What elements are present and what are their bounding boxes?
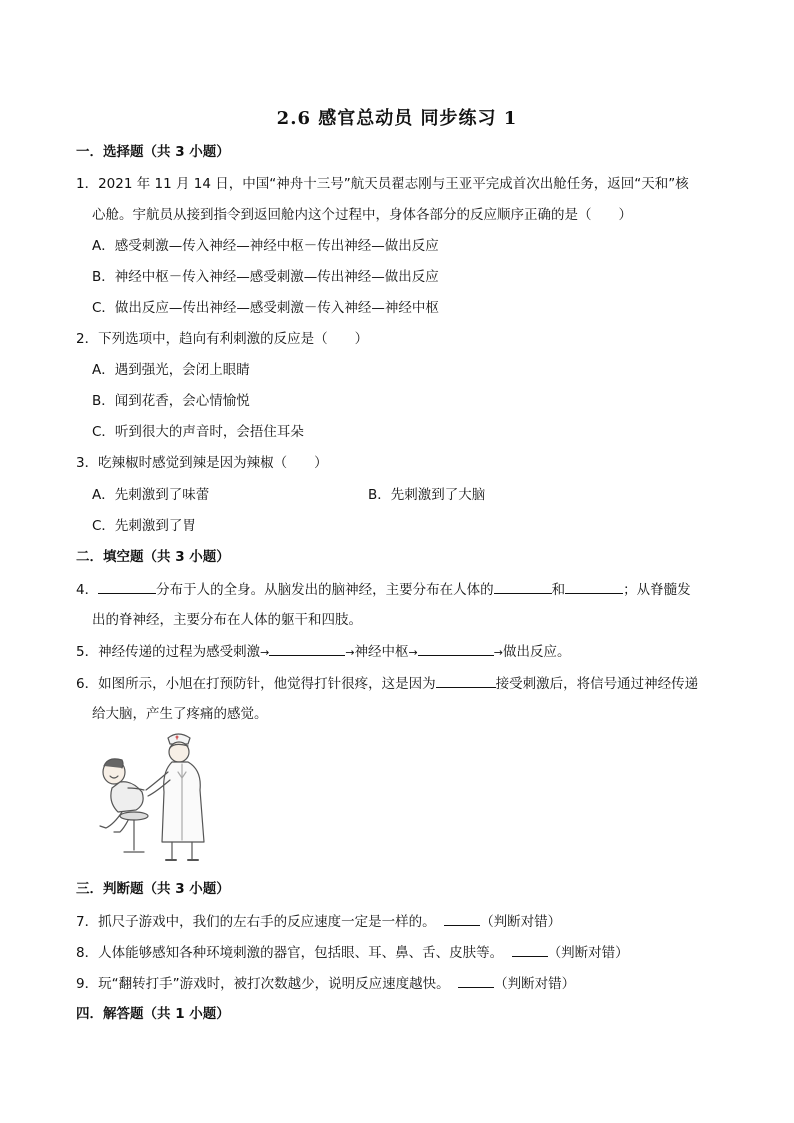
question-9-tail: （判断对错） xyxy=(494,976,576,992)
question-8-stem: 8．人体能够感知各种环境刺激的器官，包括眼、耳、鼻、舌、皮肤等。 xyxy=(76,945,504,961)
question-6-line-2: 给大脑，产生了疼痛的感觉。 xyxy=(92,706,268,722)
answer-blank-7[interactable] xyxy=(444,911,480,926)
arrow-icon: → xyxy=(345,646,355,659)
question-7 xyxy=(76,911,561,932)
question-2-option-a: A．遇到强光，会闭上眼睛 xyxy=(92,362,250,378)
question-7-stem: 7．抓尺子游戏中，我们的左右手的反应速度一定是一样的。 xyxy=(76,914,436,930)
question-6-text-1: 6．如图所示，小旭在打预防针，他觉得打针很疼，这是因为 xyxy=(76,676,436,692)
question-1-option-c: C．做出反应—传出神经—感受刺激－传入神经—神经中枢 xyxy=(92,300,439,316)
question-3-stem: 3．吃辣椒时感觉到辣是因为辣椒（ ） xyxy=(76,455,328,471)
answer-blank-6[interactable] xyxy=(436,673,496,688)
injection-illustration xyxy=(92,732,220,866)
question-1-option-a: A．感受刺激—传入神经—神经中枢－传出神经—做出反应 xyxy=(92,238,439,254)
question-8-tail: （判断对错） xyxy=(547,945,629,961)
question-2-stem: 2．下列选项中，趋向有利刺激的反应是（ ） xyxy=(76,331,369,347)
answer-blank-9[interactable] xyxy=(458,973,494,988)
question-4-number: 4． xyxy=(76,582,99,598)
answer-blank-4a[interactable] xyxy=(98,579,156,594)
question-3-option-b: B．先刺激到了大脑 xyxy=(368,487,486,503)
section-heading-judge: 三．判断题（共 3 小题） xyxy=(76,881,230,897)
answer-blank-4b[interactable] xyxy=(494,579,552,594)
question-8 xyxy=(76,942,629,963)
question-5 xyxy=(76,641,570,663)
section-heading-choice: 一．选择题（共 3 小题） xyxy=(76,144,230,160)
question-9 xyxy=(76,973,575,994)
question-1-option-b: B．神经中枢－传入神经—感受刺激—传出神经—做出反应 xyxy=(92,269,439,285)
page-title: 2.6 感官总动员 同步练习 1 xyxy=(276,108,518,129)
section-heading-answer: 四．解答题（共 1 小题） xyxy=(76,1006,230,1022)
question-7-tail: （判断对错） xyxy=(480,914,562,930)
arrow-icon: → xyxy=(408,646,418,659)
question-4-text-1: 分布于人的全身。从脑发出的脑神经，主要分布在人体的 xyxy=(156,582,494,598)
question-6-line-1 xyxy=(76,673,698,694)
question-5-text-3: 做出反应。 xyxy=(502,644,571,660)
question-2-option-b: B．闻到花香，会心情愉悦 xyxy=(92,393,250,409)
section-heading-fill: 二．填空题（共 3 小题） xyxy=(76,549,230,565)
question-4-text-3: ；从脊髓发 xyxy=(623,582,691,598)
answer-blank-5b[interactable] xyxy=(418,641,494,656)
question-9-stem: 9．玩“翻转打手”游戏时，被打次数越少，说明反应速度越快。 xyxy=(76,976,450,992)
arrow-icon: → xyxy=(493,646,503,659)
question-6-text-2: 接受刺激后，将信号通过神经传递 xyxy=(495,676,699,692)
question-1-line-2: 心舱。宇航员从接到指令到返回舱内这个过程中，身体各部分的反应顺序正确的是（ ） xyxy=(92,207,632,223)
question-3-option-a: A．先刺激到了味蕾 xyxy=(92,487,210,503)
question-4-line-1 xyxy=(76,579,691,600)
question-3-option-c: C．先刺激到了胃 xyxy=(92,518,196,534)
answer-blank-4c[interactable] xyxy=(565,579,623,594)
question-5-text-1: 5．神经传递的过程为感受刺激 xyxy=(76,644,261,660)
question-4-line-2: 出的脊神经，主要分布在人体的躯干和四肢。 xyxy=(92,612,362,628)
answer-blank-8[interactable] xyxy=(512,942,548,957)
question-2-option-c: C．听到很大的声音时，会捂住耳朵 xyxy=(92,424,304,440)
answer-blank-5a[interactable] xyxy=(269,641,345,656)
question-5-text-2: 神经中枢 xyxy=(354,644,409,660)
question-4-text-2: 和 xyxy=(551,582,566,598)
question-1-line-1: 1．2021 年 11 月 14 日，中国“神舟十三号”航天员翟志刚与王亚平完成首次出舱任务，返回“天和”核 xyxy=(76,176,689,192)
arrow-icon: → xyxy=(260,646,270,659)
